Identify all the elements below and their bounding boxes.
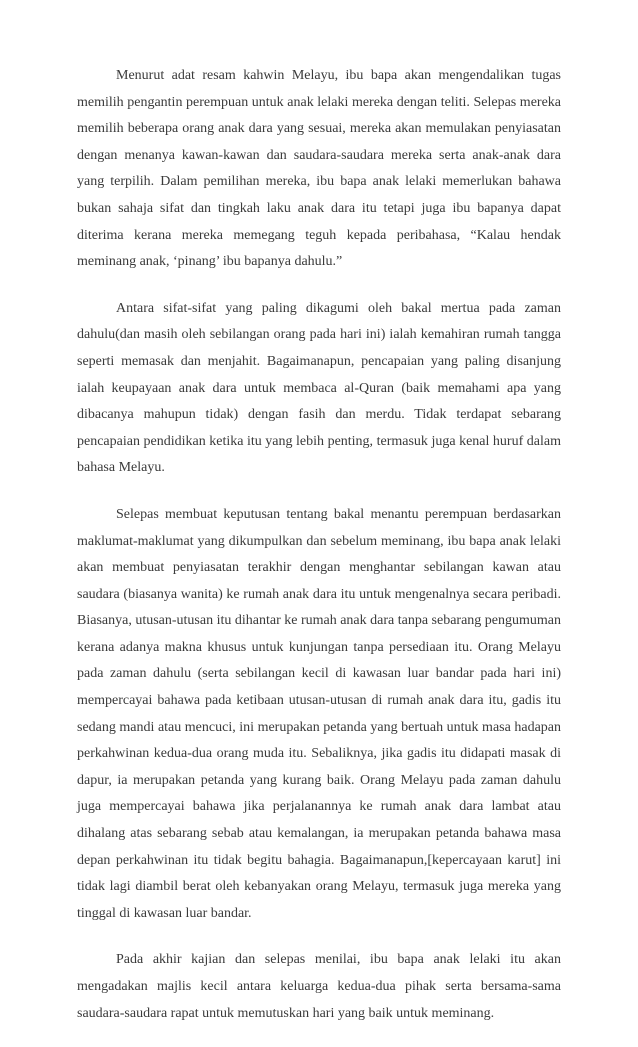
paragraph-2: Antara sifat-sifat yang paling dikagumi oleh bakal mertua pada zaman dahulu(dan masih oleh sebilangan orang pada hari ini) ialah kemahiran rumah tangga seperti memasak dan menjahit. Bagaimanapun, pencapaian yang paling disanjung ialah keupayaan anak dara untuk membaca al-Quran (baik memahami apa yang dibacanya mahupun tidak) dengan fasih dan merdu. Tidak terdapat sebarang pencapaian pendidikan ketika itu yang lebih penting, termasuk juga kenal huruf dalam bahasa Melayu. — [77, 300, 561, 476]
document-body — [77, 63, 561, 1047]
paragraph-4: Pada akhir kajian dan selepas menilai, ibu bapa anak lelaki itu akan mengadakan majlis kecil antara keluarga kedua-dua pihak serta bersama-sama saudara-saudara rapat untuk memutuskan hari yang baik untuk meminang. — [77, 952, 561, 1021]
paragraph-1: Menurut adat resam kahwin Melayu, ibu bapa akan mengendalikan tugas memilih pengantin perempuan untuk anak lelaki mereka dengan teliti. Selepas mereka memilih beberapa orang anak dara yang sesuai, mereka akan memulakan penyiasatan dengan menanya kawan-kawan dan saudara-saudara mereka serta anak-anak dara yang terpilih. Dalam pemilihan mereka, ibu bapa anak lelaki memerlukan bahawa bukan sahaja sifat dan tingkah laku anak dara itu tetapi juga ibu bapanya dapat diterima kerana mereka memegang teguh kepada peribahasa, “Kalau hendak meminang anak, ‘pinang’ ibu bapanya dahulu.” — [77, 68, 561, 270]
paragraph-3: Selepas membuat keputusan tentang bakal menantu perempuan berdasarkan maklumat-maklumat yang dikumpulkan dan sebelum meminang, ibu bapa anak lelaki akan membuat penyiasatan terakhir dengan menghantar sebilangan kawan atau saudara (biasanya wanita) ke rumah anak dara itu untuk mengenalnya secara peribadi. Biasanya, utusan-utusan itu dihantar ke rumah anak dara tanpa sebarang pengumuman kerana adanya makna khusus untuk kunjungan tanpa persediaan itu. Orang Melayu pada zaman dahulu (serta sebilangan kecil di kawasan luar bandar pada hari ini) mempercayai bahawa pada ketibaan utusan-utusan di rumah anak dara itu, gadis itu sedang mandi atau mencuci, ini merupakan petanda yang bertuah untuk masa hadapan perkahwinan kedua-dua orang muda itu. Sebaliknya, jika gadis itu didapati masak di dapur, ia merupakan petanda yang kurang baik. Orang Melayu pada zaman dahulu juga mempercayai bahawa jika perjalanannya ke rumah anak dara lambat atau dihalang atas sebarang sebab atau kemalangan, ia merupakan petanda bahawa masa depan perkahwinan itu tidak begitu bahagia. Bagaimanapun,[kepercayaan karut] ini tidak lagi diambil berat oleh kebanyakan orang Melayu, termasuk juga mereka yang tinggal di kawasan luar bandar. — [77, 506, 562, 921]
